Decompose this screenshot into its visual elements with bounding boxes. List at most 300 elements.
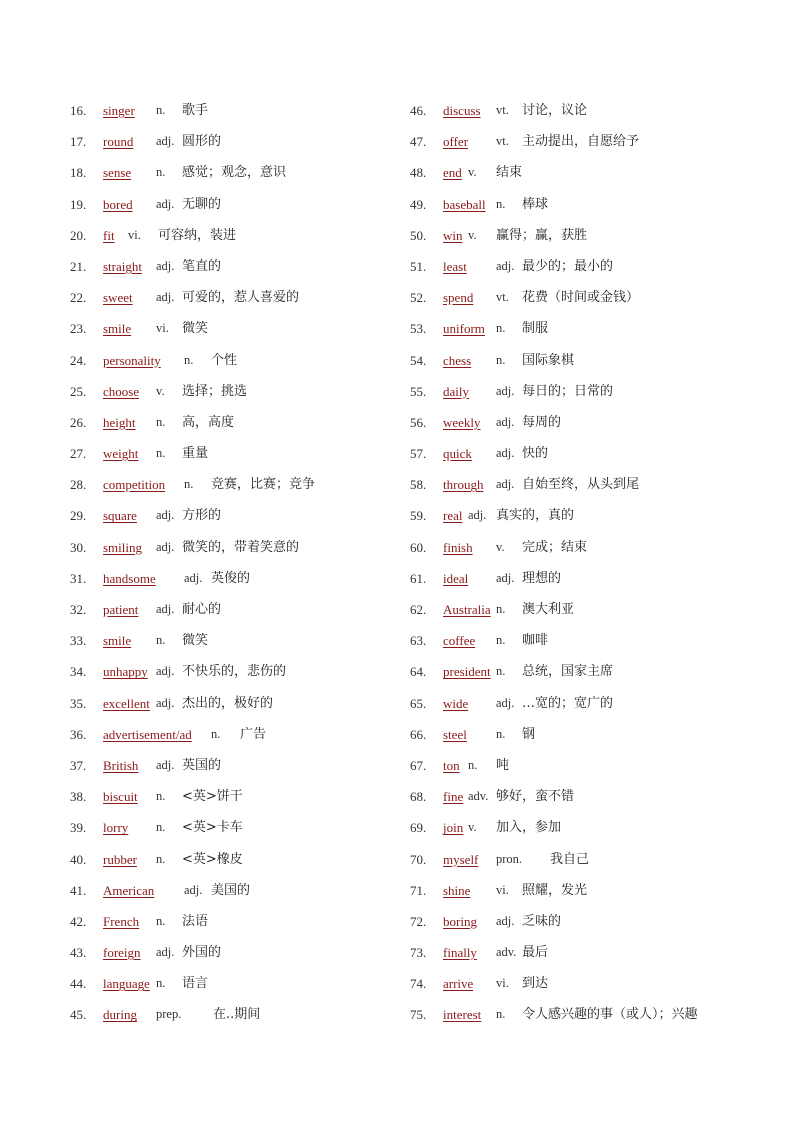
entry-number: 18.	[70, 165, 87, 181]
entry-meaning: 结束	[496, 165, 523, 181]
entry-number: 24.	[70, 352, 87, 368]
entry-meaning: 国际象棋	[522, 352, 575, 368]
entry-meaning: 吨	[496, 757, 510, 773]
entry-word: coffee	[443, 633, 476, 649]
entry-part-of-speech: n.	[496, 1007, 506, 1022]
entry-meaning: 法语	[182, 913, 209, 929]
entry-word: least	[443, 258, 467, 274]
entry-meaning: 花费（时间或金钱）	[522, 290, 640, 306]
vocabulary-entry	[410, 220, 770, 251]
entry-word: wide	[443, 695, 469, 711]
entry-number: 63.	[410, 633, 427, 649]
entry-number: 16.	[70, 103, 87, 118]
entry-part-of-speech: v.	[496, 539, 505, 554]
entry-number: 67.	[410, 757, 427, 773]
vocabulary-entry	[70, 594, 430, 625]
entry-number: 66.	[410, 726, 427, 742]
entry-meaning: 不快乐的，悲伤的	[182, 664, 287, 680]
entry-meaning: 在..期间	[213, 1007, 261, 1023]
entry-meaning: 够好，蛮不错	[496, 789, 575, 805]
vocabulary-entry	[70, 438, 430, 469]
entry-meaning: 笔直的	[182, 258, 222, 274]
entry-word: square	[103, 508, 137, 524]
entry-word: excellent	[103, 695, 150, 711]
vocabulary-entry	[70, 781, 430, 812]
vocabulary-entry	[410, 781, 770, 812]
entry-word: real	[443, 508, 463, 524]
entry-part-of-speech: n.	[496, 726, 506, 741]
entry-number: 30.	[70, 539, 87, 555]
entry-number: 43.	[70, 945, 87, 961]
entry-word: spend	[443, 290, 474, 306]
entry-word: fit	[103, 227, 115, 243]
entry-word: biscuit	[103, 789, 138, 805]
entry-part-of-speech: adj.	[156, 945, 175, 960]
entry-part-of-speech: adj.	[156, 508, 175, 523]
vocabulary-entry	[410, 345, 770, 376]
entry-part-of-speech: adj.	[156, 602, 175, 616]
entry-word: sense	[103, 165, 132, 181]
entry-part-of-speech: vi.	[156, 321, 169, 336]
entry-number: 69.	[410, 820, 427, 836]
entry-meaning: 咖啡	[522, 633, 549, 649]
entry-word: foreign	[103, 945, 141, 961]
entry-word: round	[103, 134, 134, 150]
entry-part-of-speech: adj.	[496, 477, 515, 492]
entry-part-of-speech: n.	[156, 446, 166, 461]
entry-number: 53.	[410, 321, 427, 337]
entry-meaning: 微笑	[182, 633, 209, 649]
vocabulary-entry	[70, 688, 430, 719]
entry-number: 20.	[70, 227, 87, 243]
entry-word: boring	[443, 913, 477, 929]
entry-number: 38.	[70, 789, 87, 805]
entry-meaning: 感觉；观念，意识	[182, 165, 287, 181]
vocabulary-entry	[410, 500, 770, 531]
entry-part-of-speech: n.	[156, 913, 166, 928]
entry-number: 75.	[410, 1007, 427, 1023]
vocabulary-entry	[70, 812, 430, 843]
vocabulary-entry	[70, 625, 430, 656]
entry-part-of-speech: adj.	[496, 414, 515, 429]
entry-part-of-speech: v.	[468, 820, 477, 835]
entry-part-of-speech: adj.	[496, 913, 515, 928]
vocabulary-entry	[70, 999, 430, 1030]
entry-number: 29.	[70, 508, 87, 524]
entry-part-of-speech: adj.	[156, 757, 175, 772]
entry-part-of-speech: adj.	[496, 570, 515, 585]
vocabulary-list-left	[70, 95, 430, 1031]
entry-meaning: 钢	[522, 726, 536, 742]
entry-part-of-speech: n.	[156, 414, 166, 429]
entry-part-of-speech: adj.	[184, 882, 203, 897]
entry-part-of-speech: n.	[156, 633, 166, 648]
entry-meaning: <英>橡皮	[182, 851, 243, 867]
entry-part-of-speech: adj.	[156, 664, 175, 679]
vocabulary-entry	[410, 469, 770, 500]
vocabulary-entry	[70, 376, 430, 407]
entry-meaning: 最少的；最小的	[522, 258, 614, 274]
entry-part-of-speech: n.	[156, 851, 166, 866]
entry-part-of-speech: v.	[468, 165, 477, 180]
entry-part-of-speech: vt.	[496, 134, 509, 149]
vocabulary-entry	[410, 189, 770, 220]
entry-word: interest	[443, 1007, 482, 1023]
entry-part-of-speech: adv.	[468, 789, 489, 804]
entry-word: discuss	[443, 103, 481, 118]
entry-number: 39.	[70, 820, 87, 836]
vocabulary-entry	[410, 126, 770, 157]
entry-word: through	[443, 477, 484, 493]
entry-part-of-speech: v.	[156, 383, 165, 398]
entry-word: ton	[443, 757, 460, 773]
entry-word: height	[103, 414, 136, 430]
entry-word: ideal	[443, 570, 469, 586]
entry-word: finish	[443, 539, 473, 555]
vocabulary-entry	[70, 844, 430, 875]
entry-word: during	[103, 1007, 137, 1023]
entry-meaning: 耐心的	[182, 602, 222, 617]
vocabulary-entry	[70, 251, 430, 282]
vocabulary-entry	[70, 937, 430, 968]
entry-part-of-speech: adj.	[468, 508, 487, 523]
entry-meaning: 广告	[240, 726, 267, 742]
entry-number: 45.	[70, 1007, 87, 1023]
entry-number: 31.	[70, 570, 87, 586]
entry-meaning: 微笑的，带着笑意的	[182, 539, 300, 555]
entry-number: 19.	[70, 196, 87, 212]
vocabulary-entry	[70, 750, 430, 781]
entry-number: 73.	[410, 945, 427, 961]
entry-meaning: 完成；结束	[522, 539, 588, 555]
entry-part-of-speech: n.	[496, 633, 506, 648]
vocabulary-entry	[70, 189, 430, 220]
entry-part-of-speech: n.	[496, 664, 506, 679]
vocabulary-entry	[70, 157, 430, 188]
entry-meaning: 快的	[522, 446, 549, 462]
entry-part-of-speech: adj.	[156, 539, 175, 554]
entry-meaning: 加入，参加	[496, 820, 562, 836]
entry-meaning: 每日的；日常的	[522, 383, 614, 399]
entry-part-of-speech: n.	[156, 789, 166, 804]
vocabulary-entry	[410, 282, 770, 313]
entry-part-of-speech: prep.	[156, 1007, 182, 1022]
entry-number: 49.	[410, 196, 427, 212]
vocabulary-entry	[70, 563, 430, 594]
vocabulary-entry	[70, 500, 430, 531]
entry-part-of-speech: vi.	[496, 976, 509, 991]
entry-meaning: 圆形的	[182, 134, 222, 150]
entry-part-of-speech: n.	[496, 321, 506, 336]
entry-number: 42.	[70, 913, 87, 929]
entry-word: offer	[443, 134, 469, 150]
vocabulary-entry	[410, 313, 770, 344]
entry-meaning: 乏味的	[522, 913, 562, 929]
entry-part-of-speech: n.	[211, 726, 221, 741]
entry-meaning: 最后	[522, 945, 549, 961]
entry-meaning: 照耀，发光	[522, 882, 588, 898]
entry-number: 60.	[410, 539, 427, 555]
entry-meaning: …宽的；宽广的	[522, 695, 614, 711]
vocabulary-entry	[410, 376, 770, 407]
entry-word: singer	[103, 103, 135, 118]
vocabulary-entry	[410, 812, 770, 843]
entry-number: 71.	[410, 882, 427, 898]
entry-meaning: 重量	[182, 446, 209, 462]
vocabulary-entry	[410, 594, 770, 625]
vocabulary-entry	[410, 407, 770, 438]
vocabulary-entry	[410, 875, 770, 906]
entry-meaning: 方形的	[182, 508, 222, 524]
entry-number: 48.	[410, 165, 427, 181]
entry-meaning: 讨论，议论	[522, 103, 588, 118]
vocabulary-entry	[410, 968, 770, 999]
vocabulary-entry	[410, 750, 770, 781]
entry-meaning: <英>卡车	[182, 820, 243, 836]
entry-word: language	[103, 976, 150, 992]
entry-meaning: 高，高度	[182, 414, 235, 430]
entry-part-of-speech: vt.	[496, 103, 509, 117]
vocabulary-entry	[410, 999, 770, 1030]
vocabulary-entry	[410, 251, 770, 282]
entry-word: choose	[103, 383, 140, 399]
entry-part-of-speech: n.	[156, 820, 166, 835]
entry-meaning: 每周的	[522, 414, 562, 430]
vocabulary-entry	[410, 95, 770, 126]
vocabulary-entry	[410, 937, 770, 968]
entry-word: arrive	[443, 976, 474, 992]
entry-word: patient	[103, 602, 139, 617]
entry-word: unhappy	[103, 664, 148, 680]
entry-word: personality	[103, 352, 161, 368]
entry-number: 25.	[70, 383, 87, 399]
entry-meaning: 我自己	[550, 851, 590, 867]
vocabulary-entry	[70, 719, 430, 750]
entry-number: 26.	[70, 414, 87, 430]
entry-meaning: 微笑	[182, 321, 209, 337]
entry-word: advertisement/ad	[103, 726, 192, 742]
entry-number: 34.	[70, 664, 87, 680]
entry-number: 27.	[70, 446, 87, 462]
entry-meaning: 无聊的	[182, 196, 222, 212]
entry-number: 46.	[410, 103, 427, 118]
entry-number: 35.	[70, 695, 87, 711]
entry-meaning: 外国的	[182, 945, 222, 961]
entry-number: 65.	[410, 695, 427, 711]
entry-meaning: 主动提出，自愿给予	[522, 134, 640, 150]
entry-number: 68.	[410, 789, 427, 805]
entry-number: 54.	[410, 352, 427, 368]
entry-number: 44.	[70, 976, 87, 992]
entry-word: sweet	[103, 290, 133, 306]
entry-word: straight	[103, 258, 142, 274]
entry-meaning: 英俊的	[211, 570, 251, 586]
entry-number: 51.	[410, 258, 427, 274]
entry-part-of-speech: n.	[156, 103, 166, 117]
entry-number: 55.	[410, 383, 427, 399]
vocabulary-entry	[410, 625, 770, 656]
entry-number: 22.	[70, 290, 87, 306]
entry-word: smile	[103, 633, 132, 649]
entry-meaning: 可爱的，惹人喜爱的	[182, 290, 300, 306]
entry-word: steel	[443, 726, 467, 742]
entry-meaning: 到达	[522, 976, 549, 992]
entry-number: 72.	[410, 913, 427, 929]
vocabulary-entry	[410, 688, 770, 719]
vocabulary-entry	[410, 906, 770, 937]
vocabulary-entry	[70, 875, 430, 906]
vocabulary-entry	[70, 656, 430, 687]
entry-part-of-speech: adj.	[496, 695, 515, 710]
entry-meaning: 杰出的，极好的	[182, 695, 274, 711]
entry-word: bored	[103, 196, 133, 212]
entry-word: handsome	[103, 570, 156, 586]
entry-number: 57.	[410, 446, 427, 462]
vocabulary-entry	[70, 220, 430, 251]
entry-word: smile	[103, 321, 132, 337]
entry-part-of-speech: n.	[184, 352, 194, 367]
entry-word: weekly	[443, 414, 481, 430]
entry-word: chess	[443, 352, 472, 368]
entry-part-of-speech: adj.	[496, 383, 515, 398]
entry-meaning: 自始至终，从头到尾	[522, 477, 640, 493]
entry-number: 37.	[70, 757, 87, 773]
entry-meaning: 个性	[211, 352, 238, 368]
vocabulary-entry	[70, 313, 430, 344]
entry-word: weight	[103, 446, 139, 462]
entry-meaning: 理想的	[522, 570, 562, 586]
entry-word: president	[443, 664, 491, 680]
entry-number: 17.	[70, 134, 87, 150]
entry-meaning: 真实的，真的	[496, 508, 575, 524]
entry-meaning: 竞赛，比赛；竞争	[211, 477, 316, 493]
entry-part-of-speech: n.	[496, 196, 506, 211]
entry-word: rubber	[103, 851, 137, 867]
entry-part-of-speech: pron.	[496, 851, 523, 866]
vocabulary-entry	[410, 656, 770, 687]
entry-number: 32.	[70, 602, 87, 617]
entry-word: myself	[443, 851, 479, 867]
entry-number: 74.	[410, 976, 427, 992]
vocabulary-entry	[70, 532, 430, 563]
entry-part-of-speech: n.	[468, 757, 478, 772]
entry-word: British	[103, 757, 139, 773]
entry-word: American	[103, 882, 155, 898]
entry-word: French	[103, 913, 140, 929]
vocabulary-entry	[410, 563, 770, 594]
entry-part-of-speech: adv.	[496, 945, 517, 960]
entry-part-of-speech: n.	[496, 602, 506, 616]
entry-word: quick	[443, 446, 472, 462]
vocabulary-entry	[410, 438, 770, 469]
entry-part-of-speech: adj.	[156, 258, 175, 273]
entry-meaning: 英国的	[182, 757, 222, 773]
entry-word: daily	[443, 383, 469, 399]
entry-meaning: <英>饼干	[182, 789, 243, 805]
entry-word: fine	[443, 789, 464, 805]
entry-part-of-speech: adj.	[156, 695, 175, 710]
vocabulary-entry	[70, 968, 430, 999]
entry-number: 47.	[410, 134, 427, 150]
vocabulary-entry	[70, 282, 430, 313]
entry-number: 56.	[410, 414, 427, 430]
entry-number: 58.	[410, 477, 427, 493]
entry-meaning: 制服	[522, 321, 549, 337]
entry-part-of-speech: adj.	[184, 570, 203, 585]
vocabulary-entry	[70, 95, 430, 126]
entry-part-of-speech: vt.	[496, 290, 509, 305]
vocabulary-entry	[70, 407, 430, 438]
entry-number: 64.	[410, 664, 427, 680]
entry-part-of-speech: adj.	[496, 258, 515, 273]
entry-word: Australia	[443, 602, 491, 617]
entry-word: end	[443, 165, 462, 181]
entry-word: finally	[443, 945, 477, 961]
entry-number: 50.	[410, 227, 427, 243]
entry-meaning: 美国的	[211, 882, 251, 898]
entry-number: 52.	[410, 290, 427, 306]
entry-part-of-speech: n.	[184, 477, 194, 492]
entry-word: join	[443, 820, 464, 836]
entry-meaning: 语言	[182, 976, 209, 992]
entry-number: 21.	[70, 258, 87, 274]
vocabulary-entry	[70, 126, 430, 157]
entry-meaning: 歌手	[182, 103, 209, 118]
entry-number: 41.	[70, 882, 87, 898]
entry-part-of-speech: v.	[468, 227, 477, 242]
entry-number: 28.	[70, 477, 87, 493]
entry-part-of-speech: adj.	[156, 134, 175, 149]
entry-word: uniform	[443, 321, 485, 337]
vocabulary-entry	[70, 469, 430, 500]
entry-part-of-speech: adj.	[156, 196, 175, 211]
entry-number: 40.	[70, 851, 87, 867]
vocabulary-entry	[70, 906, 430, 937]
entry-part-of-speech: n.	[156, 165, 166, 180]
entry-meaning: 赢得；赢，获胜	[496, 227, 588, 243]
entry-number: 59.	[410, 508, 427, 524]
entry-meaning: 棒球	[522, 196, 549, 212]
entry-meaning: 澳大利亚	[522, 602, 575, 617]
vocabulary-list-right	[410, 95, 770, 1031]
entry-number: 23.	[70, 321, 87, 337]
entry-meaning: 总统，国家主席	[522, 664, 614, 680]
entry-number: 61.	[410, 570, 427, 586]
entry-word: lorry	[103, 820, 129, 836]
entry-meaning: 可容纳，装进	[158, 227, 237, 243]
vocabulary-entry	[70, 345, 430, 376]
entry-word: smiling	[103, 539, 143, 555]
entry-part-of-speech: adj.	[156, 290, 175, 305]
entry-word: shine	[443, 882, 471, 898]
entry-word: win	[443, 227, 463, 243]
entry-part-of-speech: adj.	[496, 446, 515, 461]
entry-meaning: 选择；挑选	[182, 383, 248, 399]
entry-word: competition	[103, 477, 166, 493]
entry-number: 62.	[410, 602, 427, 617]
entry-part-of-speech: vi.	[496, 882, 509, 897]
vocabulary-entry	[410, 532, 770, 563]
entry-word: baseball	[443, 196, 486, 212]
entry-part-of-speech: vi.	[128, 227, 141, 242]
entry-meaning: 令人感兴趣的事（或人）；兴趣	[522, 1007, 698, 1023]
entry-part-of-speech: n.	[496, 352, 506, 367]
entry-number: 36.	[70, 726, 87, 742]
entry-number: 70.	[410, 851, 427, 867]
entry-part-of-speech: n.	[156, 976, 166, 991]
entry-number: 33.	[70, 633, 87, 649]
vocabulary-entry	[410, 157, 770, 188]
